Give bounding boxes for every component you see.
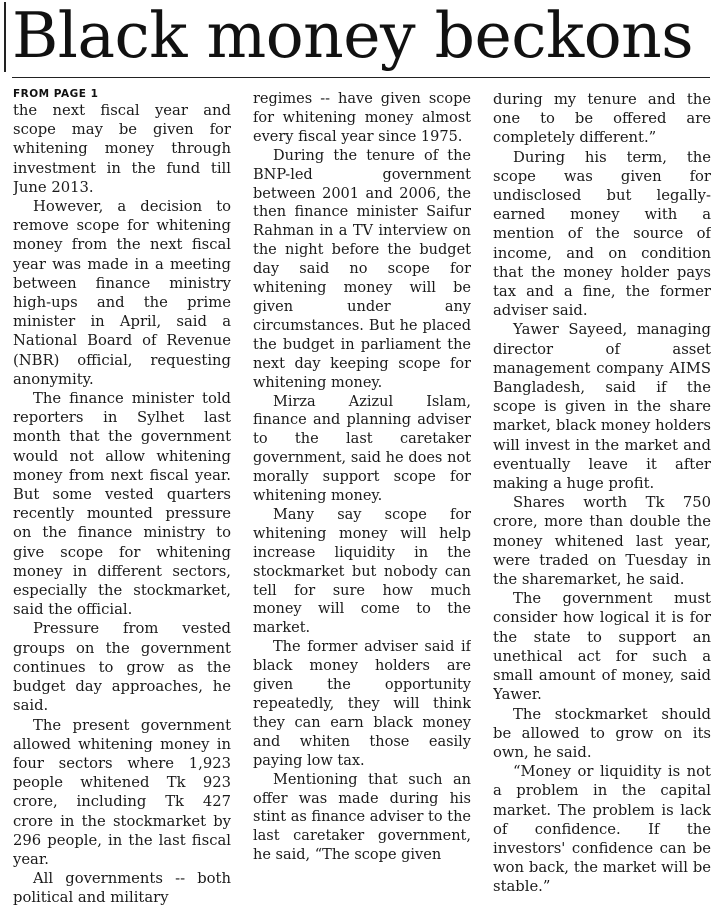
paragraph: Mentioning that such an offer was made during his stint as finance adviser to the last caretaker government, he said, “The scope given (253, 771, 471, 864)
paragraph: the next fiscal year and scope may be given for whitening money through investment in the fund till June 2013. (13, 102, 231, 196)
paragraph: Pressure from vested groups on the government continues to grow as the budget day approaches, he said. (13, 620, 231, 715)
headline-accent-bar (4, 2, 6, 72)
headline: Black money beckons (12, 0, 694, 72)
paragraph: The stockmarket should be allowed to grow on its own, he said. (493, 705, 711, 761)
paragraph: Many say scope for whitening money will help increase liquidity in the stockmarket but nobody can tell for sure how much money will come to the market. (253, 506, 471, 637)
paragraph: However, a decision to remove scope for whitening money from the next fiscal year was made in a meeting between finance ministry high-ups and the prime minister in April, said a National Board of Revenue (NBR) official, requesting anonymity. (13, 198, 231, 388)
paragraph: The former adviser said if black money holders are given the opportunity repeatedly, they will think they can earn black money and whiten those easily paying low tax. (253, 639, 471, 769)
paragraph: The finance minister told reporters in Sylhet last month that the government would not allow whitening money from next fiscal year. But some vested quarters recently mounted pressure on the finance ministry to give scope for whitening money in different sectors, especially the stockmarket, said the official. (13, 390, 231, 619)
paragraph: During the tenure of the BNP-led government between 2001 and 2006, the then finance minister Saifur Rahman in a TV interview on the night before the budget day said no scope for whitening money will be given under any circumstances. But he placed the budget in parliament the next day keeping scope for whitening money. (253, 147, 471, 391)
article-column-2 (253, 90, 471, 912)
paragraph: All governments -- both political and military (13, 870, 231, 907)
article-column-1 (13, 88, 231, 910)
paragraph: regimes -- have given scope for whitening money almost every fiscal year since 1975. (253, 91, 471, 145)
paragraph: during my tenure and the one to be offered are completely different.” (493, 91, 711, 147)
paragraph: Yawer Sayeed, managing director of asset management company AIMS Bangladesh, said if the scope is given in the share market, black money holders will invest in the market and eventually leave it after making a huge profit. (493, 321, 711, 493)
paragraph: Mirza Azizul Islam, finance and planning adviser to the last caretaker government, said he does not morally support scope for whitening money. (253, 393, 471, 505)
headline-divider (12, 77, 710, 78)
article-column-3 (493, 90, 711, 912)
continuation-kicker: FROM PAGE 1 (13, 88, 99, 100)
paragraph: The present government allowed whitening money in four sectors where 1,923 people whitened Tk 923 crore, including Tk 427 crore in the stockmarket by 296 people, in the last fiscal year. (13, 716, 231, 868)
paragraph: The government must consider how logical it is for the state to support an unethical act for such a small amount of money, said Yawer. (493, 590, 711, 704)
paragraph: Shares worth Tk 750 crore, more than double the money whitened last year, were traded on Tuesday in the sharemarket, he said. (493, 494, 711, 589)
paragraph: “Money or liquidity is not a problem in the capital market. The problem is lack of confidence. If the investors' confidence can be won back, the market will be stable.” (493, 763, 711, 896)
paragraph: During his term, the scope was given for undisclosed but legally-earned money with a mention of the source of income, and on condition that the money holder pays tax and a fine, the former adviser said. (493, 148, 711, 320)
